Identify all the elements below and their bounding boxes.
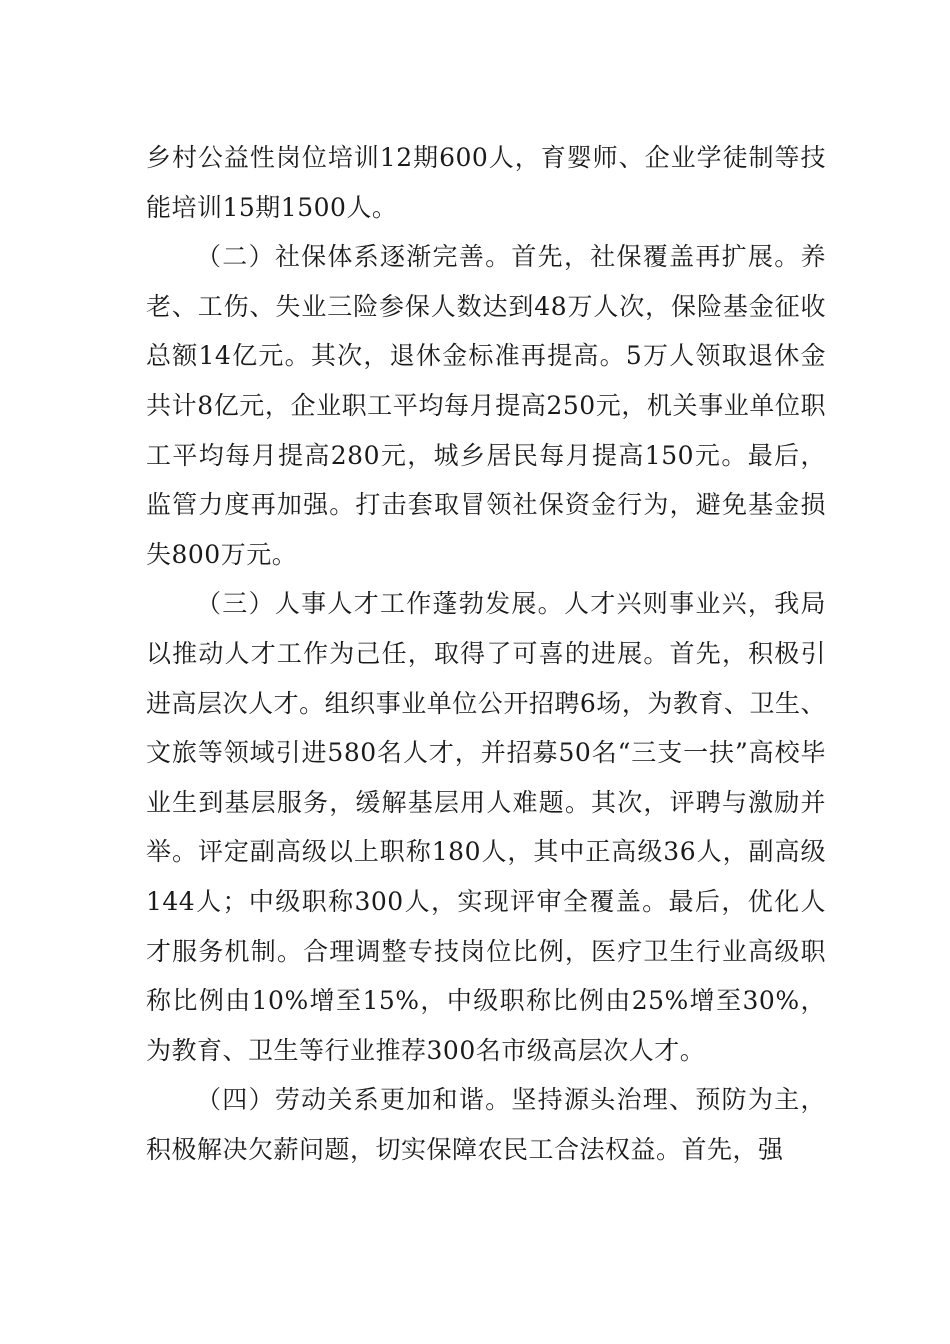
- paragraph-talent: （三）人事人才工作蓬勃发展。人才兴则事业兴，我局以推动人才工作为己任，取得了可喜的进展。首先，积极引进高层次人才。组织事业单位公开招聘6场，为教育、卫生、文旅等领域引进580名人才，并招募50名“三支一扶”高校毕业生到基层服务，缓解基层用人难题。其次，评聘与激励并举。评定副高级以上职称180人，其中正高级36人，副高级144人；中级职称300人，实现评审全覆盖。最后，优化人才服务机制。合理调整专技岗位比例，医疗卫生行业高级职称比例由10%增至15%，中级职称比例由25%增至30%，为教育、卫生等行业推荐300名市级高层次人才。: [146, 589, 826, 1065]
- document-body: [146, 133, 826, 1174]
- paragraph-training: 乡村公益性岗位培训12期600人，育婴师、企业学徒制等技能培训15期1500人。: [146, 143, 826, 222]
- paragraph-labor-relations: （四）劳动关系更加和谐。坚持源头治理、预防为主，积极解决欠薪问题，切实保障农民工合法权益。首先，强: [146, 1085, 826, 1164]
- paragraph-social-security: （二）社保体系逐渐完善。首先，社保覆盖再扩展。养老、工伤、失业三险参保人数达到48万人次，保险基金征收总额14亿元。其次，退休金标准再提高。5万人领取退休金共计8亿元，企业职工平均每月提高250元，机关事业单位职工平均每月提高280元，城乡居民每月提高150元。最后，监管力度再加强。打击套取冒领社保资金行为，避免基金损失800万元。: [146, 242, 826, 569]
